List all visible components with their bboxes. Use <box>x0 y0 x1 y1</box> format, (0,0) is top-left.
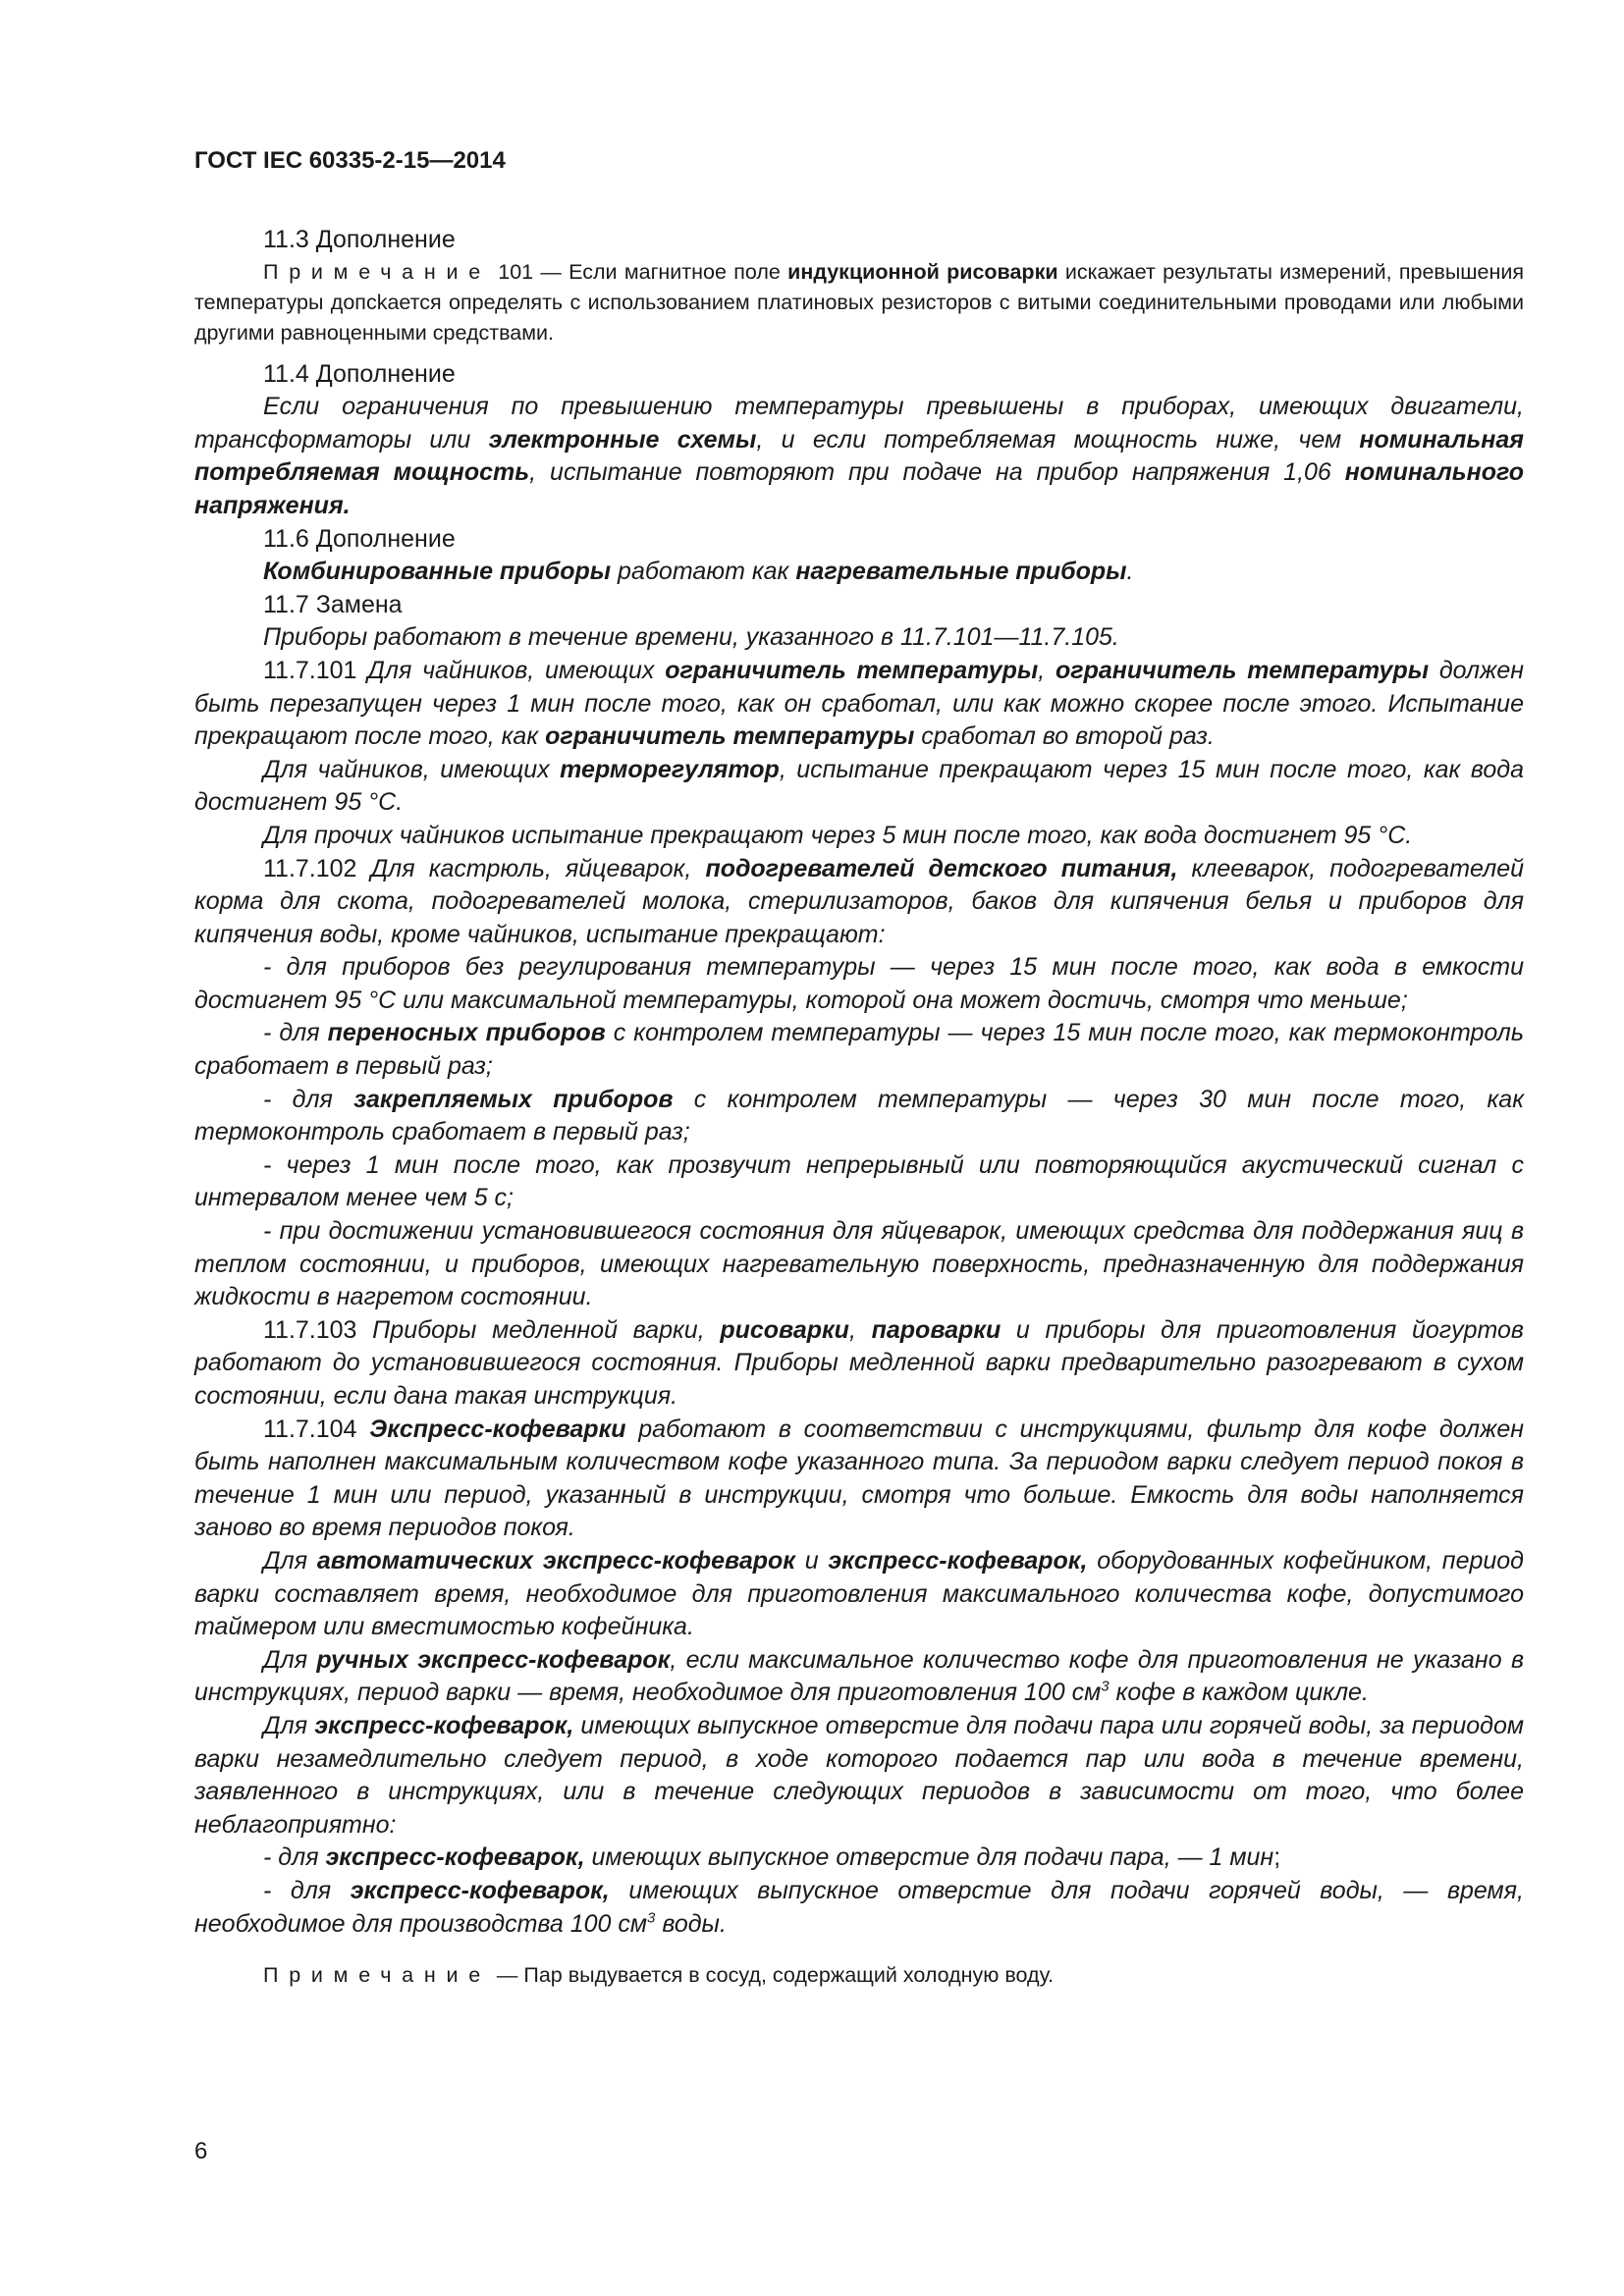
note-text: 101 — Если магнитное поле <box>498 259 788 284</box>
clause-11-7-104-p2 <box>194 1545 1524 1644</box>
text: Для чайников, имеющих <box>356 656 666 684</box>
term: номинальная потребляемая мощность <box>194 425 1524 487</box>
clause-11-7-101-p3 <box>194 820 1524 853</box>
text: Приборы работают в течение времени, указанного в 11.7.101—11.7.105. <box>263 623 1119 652</box>
section-11-4-text <box>194 391 1524 522</box>
text: воды. <box>655 1909 727 1938</box>
list-item <box>194 1215 1524 1314</box>
term: номинального напряжения. <box>194 458 1524 519</box>
text: работают в соответствии с инструкциями, фильтр для кофе должен быть наполнен максимальным количеством кофе указанного типа. За периодом варки следует период покоя в течение 1 мин или период, указанный в инструкции, смотря что больше. Емкость для воды наполняется заново во время периодов покоя. <box>194 1415 1524 1542</box>
document-header: ГОСТ IEC 60335-2-15—2014 <box>194 147 506 174</box>
text: Для кастрюль, яйцеварок, <box>356 854 706 882</box>
text: Для прочих чайников испытание прекращают через 5 мин после того, как вода достигнет 95 °С. <box>263 821 1413 849</box>
clause-11-7-101 <box>194 655 1524 754</box>
text: и <box>794 1546 829 1575</box>
document-body <box>194 224 1524 1991</box>
term: ручных экспресс-кофеварок <box>316 1645 671 1674</box>
text: - для <box>263 1085 354 1113</box>
text: Для чайников, имеющих <box>263 755 561 783</box>
term: Экспресс-кофеварки <box>369 1415 626 1443</box>
text: должен быть перезапущен через 1 мин после того, как он сработал, или как можно скорее после этого. Испытание прекращают после того, как <box>194 656 1524 751</box>
term: пароварки <box>871 1315 1001 1344</box>
text: имеющих выпускное отверстие для подачи горячей воды, — время, необходимое для производства 100 см <box>194 1876 1524 1938</box>
text: с контролем температуры — через 15 мин после того, как термоконтроль сработает в первый раз; <box>194 1019 1524 1081</box>
section-11-6-text <box>194 556 1524 589</box>
term: рисоварки <box>720 1315 849 1344</box>
text: Для <box>263 1711 315 1739</box>
section-11-7-heading: 11.7 Замена <box>263 590 403 618</box>
clause-number: 11.7.101 <box>263 656 357 684</box>
clause-number: 11.7.102 <box>263 854 357 882</box>
list-item <box>194 1017 1524 1083</box>
note-label: Примечание <box>263 1963 491 1988</box>
list-item <box>194 1149 1524 1215</box>
text: - для <box>263 1876 351 1904</box>
text: , <box>1038 656 1056 684</box>
final-note <box>194 1960 1524 1991</box>
text: Если ограничения по превышению температуры превышены в приборах, имеющих двигатели, трансформаторы или <box>194 393 1524 454</box>
list-item <box>194 1842 1524 1875</box>
note-label: Примечание <box>263 259 491 284</box>
note-text: — Пар выдувается в сосуд, содержащий холодную воду. <box>490 1963 1055 1988</box>
term: электронные схемы <box>488 425 757 454</box>
term: экспресс-кофеварок, <box>828 1546 1088 1575</box>
section-11-6-heading: 11.6 Дополнение <box>263 524 456 553</box>
text: - при достижении установившегося состояния для яйцеварок, имеющих средства для поддержания яиц в теплом состоянии, и приборов, имеющих нагревательную поверхность, предназначенную для поддержания жидкости в нагретом состоянии. <box>194 1217 1524 1311</box>
text: с контролем температуры — через 30 мин после того, как термоконтроль сработает в первый раз; <box>194 1085 1524 1147</box>
clause-11-7-103 <box>194 1314 1524 1414</box>
page-number: 6 <box>194 2138 208 2164</box>
text: , испытание прекращают через 15 мин после того, как вода достигнет 95 °С. <box>194 755 1524 817</box>
term: терморегулятор <box>560 755 780 783</box>
text: , если максимальное количество кофе для приготовления не указано в инструкциях, период варки — время, необходимое для приготовления 100 см <box>194 1645 1524 1707</box>
section-11-3-note <box>194 257 1524 348</box>
term: экспресс-кофеварок, <box>314 1711 574 1739</box>
text: - для <box>263 1843 326 1872</box>
text: оборудованных кофейником, период варки составляет время, необходимое для приготовления максимального количества кофе, допустимого таймером или вместимостью кофейника. <box>194 1546 1524 1641</box>
clause-11-7-104-p4 <box>194 1710 1524 1842</box>
term: экспресс-кофеварок, <box>325 1843 585 1872</box>
term: закрепляемых приборов <box>353 1085 674 1113</box>
text: . <box>1126 558 1134 586</box>
text: ; <box>1273 1843 1281 1872</box>
clause-number: 11.7.104 <box>263 1415 357 1443</box>
text: работают как <box>611 558 796 586</box>
note-text: искажает результаты измерений, превышения температуры допсkается определять с использованием платиновых резисторов с витыми соединительными проводами или любыми другими равноценными средствами. <box>194 259 1525 345</box>
text: , <box>848 1315 872 1344</box>
text: Для <box>263 1546 317 1575</box>
text: , испытание повторяют при подаче на прибор напряжения 1,06 <box>529 458 1345 487</box>
text: кофе в каждом цикле. <box>1109 1679 1369 1707</box>
text: - для <box>263 1019 328 1047</box>
clause-number: 11.7.103 <box>263 1315 357 1344</box>
list-item <box>194 1084 1524 1149</box>
term: автоматических экспресс-кофеварок <box>316 1546 795 1575</box>
term: нагревательные приборы <box>795 558 1127 586</box>
clause-11-7-102 <box>194 853 1524 952</box>
text: имеющих выпускное отверстие для подачи пара или горячей воды, за периодом варки незамедлительно следует период, в ходе которого подается пар или вода в течение времени, заявленного в инструкциях, или в течение следующих периодов в зависимости от того, что более неблагоприятно: <box>194 1711 1524 1839</box>
list-item <box>194 951 1524 1017</box>
term: ограничитель температуры <box>1056 656 1430 684</box>
term: индукционной рисоварки <box>787 259 1058 284</box>
list-item <box>194 1875 1524 1941</box>
text: имеющих выпускное отверстие для подачи пара, — 1 мин <box>584 1843 1274 1872</box>
clause-11-7-101-p2 <box>194 754 1524 820</box>
term: ограничитель температуры <box>665 656 1039 684</box>
term: переносных приборов <box>327 1019 606 1047</box>
term: экспресс-кофеварок, <box>350 1876 610 1904</box>
clause-11-7-104-p3 <box>194 1644 1524 1710</box>
text: и приборы для приготовления йогуртов работают до установившегося состояния. Приборы медленной варки предварительно разогревают в сухом состоянии, если дана такая инструкция. <box>194 1315 1524 1410</box>
term: подогревателей детского питания, <box>705 854 1178 882</box>
section-11-3-heading: 11.3 Дополнение <box>263 226 456 253</box>
section-11-4-heading: 11.4 Дополнение <box>263 359 456 388</box>
text: Для <box>263 1645 317 1674</box>
term: Комбинированные приборы <box>263 558 612 586</box>
text: Приборы медленной варки, <box>356 1315 721 1344</box>
text: сработал во второй раз. <box>914 722 1215 751</box>
text: , и если потребляемая мощность ниже, чем <box>756 425 1360 454</box>
clause-11-7-104 <box>194 1414 1524 1545</box>
text: клееварок, подогревателей корма для скота, подогревателей молока, стерилизаторов, баков для кипячения белья и приборов для кипячения воды, кроме чайников, испытание прекращают: <box>194 854 1525 948</box>
text: - для приборов без регулирования температуры — через 15 мин после того, как вода в емкости достигнет 95 °С или максимальной температуры, которой она может достичь, смотря что меньше; <box>194 953 1524 1014</box>
superscript: 3 <box>1101 1679 1110 1696</box>
term: ограничитель температуры <box>545 722 915 751</box>
superscript: 3 <box>647 1909 656 1927</box>
text: - через 1 мин после того, как прозвучит непрерывный или повторяющийся акустический сигнал с интервалом менее чем 5 с; <box>194 1150 1524 1212</box>
section-11-7-text <box>194 621 1524 655</box>
